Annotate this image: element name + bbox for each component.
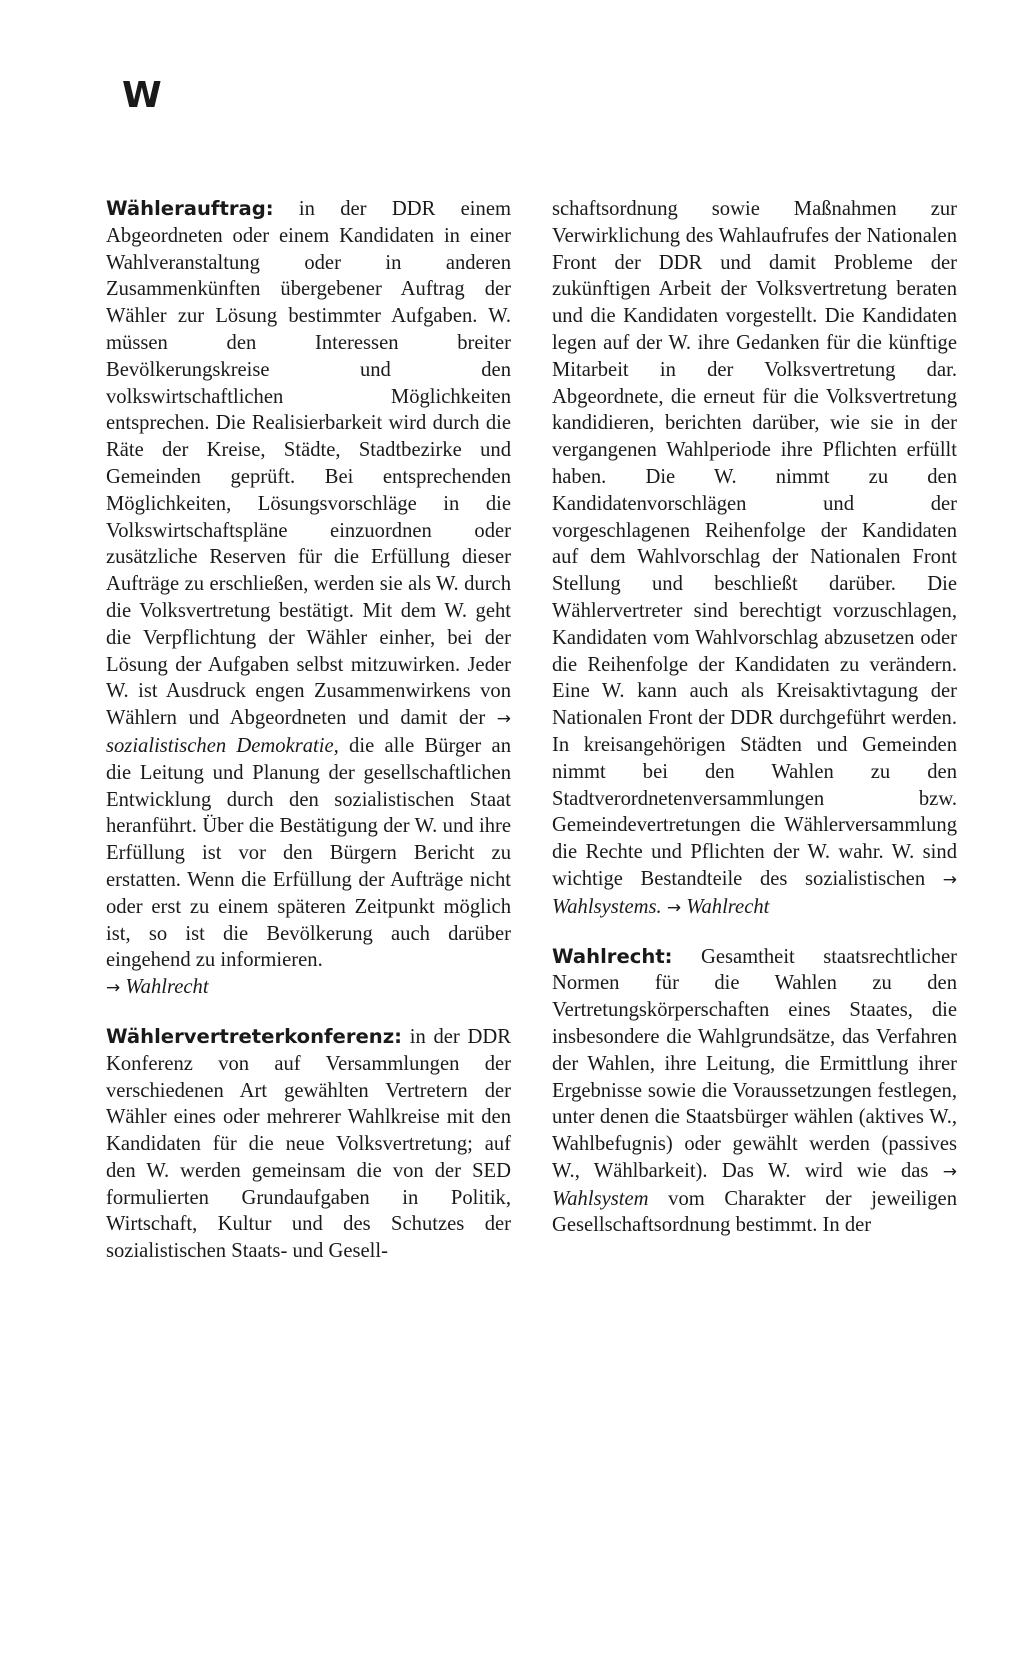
cross-reference-arrow-icon: → (942, 1161, 957, 1182)
left-column (106, 196, 511, 1287)
cross-reference-link[interactable]: Wahlsystem (552, 1187, 649, 1210)
entry-body: Gesamtheit staatsrechtlicher Normen für die Wahlen zu den Vertretungskörperschaften eines Staates, die insbesondere die Wahlgrundsätze, das Verfahren der Wahlen, ihre Leitung, die Ermittlung ihrer Ergebnisse sowie die Voraussetzungen festlegen, unter denen die Staatsbürger wählen (aktives W., Wahlbefugnis) oder gewählt werden (passives W., Wählbarkeit). Das W. wird wie das (552, 945, 957, 1182)
cross-reference-arrow-icon: → (666, 897, 682, 918)
entry-body: in der DDR Konferenz von auf Versammlungen der verschiedenen Art gewählten Vertretern der Wähler eines oder mehrerer Wahlkreise mit den Kandidaten für die neue Volksvertretung; auf den W. werden gemeinsam die von der SED formulierten Grundaufgaben in Politik, Wirtschaft, Kultur und des Schutzes der sozialistischen Staats- und Gesell- (106, 1025, 511, 1263)
cross-reference-link[interactable]: Wahlrecht (686, 895, 770, 918)
cross-reference-link[interactable]: Wahlrecht (125, 976, 209, 999)
cross-reference-link[interactable]: sozialistischen Demokratie, (106, 734, 339, 757)
cross-reference-arrow-icon: → (106, 978, 121, 999)
section-letter: W (122, 75, 162, 116)
entry-term: Wahlrecht: (552, 944, 673, 968)
entry-waehlervertreterkonferenz-continued (552, 196, 957, 922)
entry-term: Wählerauftrag: (106, 197, 274, 220)
entry-wahlrecht (552, 944, 957, 1240)
cross-reference-arrow-icon: → (496, 709, 511, 730)
cross-reference-arrow-icon: → (942, 869, 957, 890)
entry-waehlerauftrag (106, 196, 511, 1002)
cross-reference-link[interactable]: Wahlsystems. (552, 895, 662, 918)
entry-body: die alle Bürger an die Leitung und Planung der gesellschaftlichen Entwicklung durch den sozialistischen Staat heranführt. Über die Bestätigung der W. und ihre Erfüllung ist vor den Bürgern Bericht zu erstatten. Wenn die Erfüllung der Aufträge nicht oder erst zu einem späteren Zeitpunkt möglich ist, so ist die Bevölkerung auch darüber eingehend zu informieren. (106, 734, 511, 972)
entry-term: Wählervertreterkonferenz: (106, 1024, 402, 1048)
cross-reference-line (106, 974, 511, 1002)
entry-waehlervertreterkonferenz (106, 1024, 511, 1265)
entry-body: schaftsordnung sowie Maßnahmen zur Verwirklichung des Wahlaufrufes der Nationalen Front der DDR und damit Probleme der zukünftigen Arbeit der Volksvertretung beraten und die Kandidaten vorgestellt. Die Kandidaten legen auf der W. ihre Gedanken für die künftige Mitarbeit in der Volksvertretung dar. Abgeordnete, die erneut für die Volksvertretung kandidieren, berichten darüber, wie sie in der vergangenen Wahlperiode ihre Pflichten erfüllt haben. Die W. nimmt zu den Kandidatenvorschlägen und der vorgeschlagenen Reihenfolge der Kandidaten auf dem Wahlvorschlag der Nationalen Front Stellung und beschließt darüber. Die Wählervertreter sind berechtigt vorzuschlagen, Kandidaten vom Wahlvorschlag abzusetzen oder die Reihenfolge der Kandidaten zu verändern. Eine W. kann auch als Kreisaktivtagung der Nationalen Front der DDR durchgeführt werden. In kreisangehörigen Städten und Gemeinden nimmt bei den Wahlen zu den Stadtverordnetenversammlungen bzw. Gemeindevertretungen die Wählerversammlung die Rechte und Pflichten der W. wahr. W. sind wichtige Bestandteile des sozialistischen (552, 198, 957, 890)
right-column (552, 196, 957, 1261)
entry-body: in der DDR einem Abgeordneten oder einem Kandidaten in einer Wahlveranstaltung oder in anderen Zusammenkünften übergebener Auftrag der Wähler zur Lösung bestimmter Aufgaben. W. müssen den Interessen breiter Bevölkerungskreise und den volkswirtschaftlichen Möglichkeiten entsprechen. Die Realisierbarkeit wird durch die Räte der Kreise, Städte, Stadtbezirke und Gemeinden geprüft. Bei entsprechenden Möglichkeiten, Lösungsvorschläge in die Volkswirtschaftspläne einzuordnen oder zusätzliche Reserven für die Erfüllung dieser Aufträge zu erschließen, werden sie als W. durch die Volksvertretung bestätigt. Mit dem W. geht die Verpflichtung der Wähler einher, bei der Lösung der Aufgaben selbst mitzuwirken. Jeder W. ist Ausdruck engen Zusammenwirkens von Wählern und Abgeordneten und damit der (106, 198, 511, 730)
entry-body: vom Charakter der jeweiligen Gesellschaftsordnung bestimmt. In der (552, 1187, 957, 1237)
